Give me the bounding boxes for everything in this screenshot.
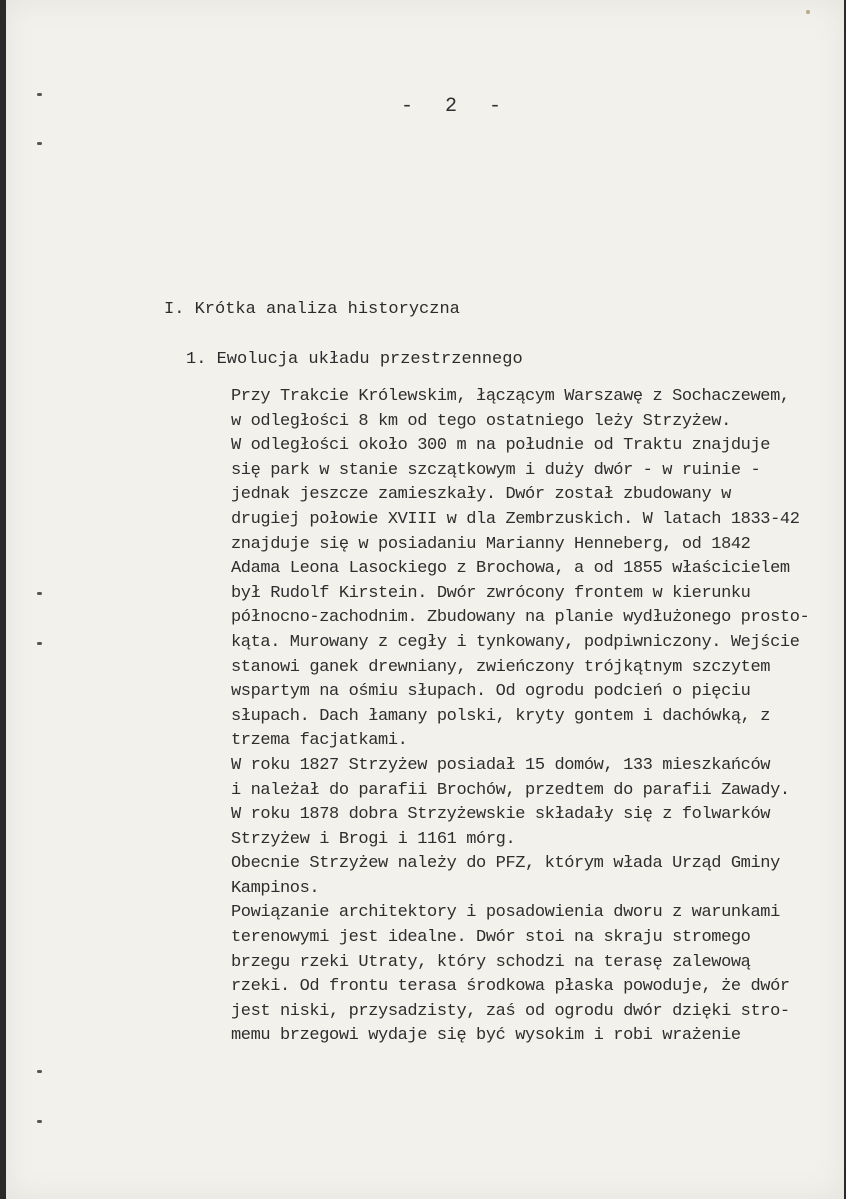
text-line: W roku 1878 dobra Strzyżewskie składały się z folwarków [231,805,771,825]
text-line: jednak jeszcze zamieszkały. Dwór został zbudowany w [231,485,731,505]
margin-mark [37,592,42,595]
section-heading: I. Krótka analiza historyczna [164,300,460,319]
text-line: Strzyżew i Brogi i 1161 mórg. [231,829,516,849]
text-line: był Rudolf Kirstein. Dwór zwrócony frontem w kierunku [231,583,751,603]
body-text [231,385,809,1049]
margin-mark [37,93,42,96]
text-line: jest niski, przysadzisty, zaś od ogrodu dwór dzięki stro- [231,1001,790,1021]
text-line: słupach. Dach łamany polski, kryty gontem i dachówką, z [231,706,771,726]
text-line: memu brzegowi wydaje się być wysokim i robi wrażenie [231,1026,741,1046]
page-number: - 2 - [401,95,512,118]
document-page [6,0,844,1199]
text-line: terenowymi jest idealne. Dwór stoi na skraju stromego [231,928,751,948]
text-line: wspartym na ośmiu słupach. Od ogrodu podcień o pięciu [231,682,751,702]
text-line: Powiązanie architektory i posadowienia dworu z warunkami [231,903,780,923]
text-line: Adama Leona Lasockiego z Brochowa, a od 1855 właścicielem [231,559,790,579]
text-line: kąta. Murowany z cegły i tynkowany, podpiwniczony. Wejście [231,632,800,652]
text-line: znajduje się w posiadaniu Marianny Henneberg, od 1842 [231,534,751,554]
text-line: trzema facjatkami. [231,731,408,751]
margin-mark [37,1120,42,1123]
text-line: i należał do parafii Brochów, przedtem do parafii Zawady. [231,780,790,800]
text-line: się park w stanie szczątkowym i duży dwór - w ruinie - [231,460,761,480]
text-line: rzeki. Od frontu terasa środkowa płaska powoduje, że dwór [231,977,790,997]
subsection-heading: 1. Ewolucja układu przestrzennego [186,350,523,369]
margin-mark [37,1070,42,1073]
text-line: Kampinos. [231,878,320,898]
text-line: drugiej połowie XVIII w dla Zembrzuskich. W latach 1833-42 [231,509,800,529]
margin-mark [37,142,42,145]
text-line: Obecnie Strzyżew należy do PFZ, którym włada Urząd Gminy [231,854,780,874]
text-line: brzegu rzeki Utraty, który schodzi na terasę zalewową [231,952,751,972]
paper-speck [806,10,810,14]
text-line: stanowi ganek drewniany, zwieńczony trójkątnym szczytem [231,657,771,677]
text-line: w odległości 8 km od tego ostatniego leży Strzyżew. [231,411,731,431]
text-line: Przy Trakcie Królewskim, łączącym Warszawę z Sochaczewem, [231,387,790,406]
text-line: W odległości około 300 m na południe od Traktu znajduje [231,436,771,456]
margin-mark [37,642,42,645]
text-line: północno-zachodnim. Zbudowany na planie wydłużonego prosto- [231,608,810,628]
text-line: W roku 1827 Strzyżew posiadał 15 domów, 133 mieszkańców [231,755,771,775]
